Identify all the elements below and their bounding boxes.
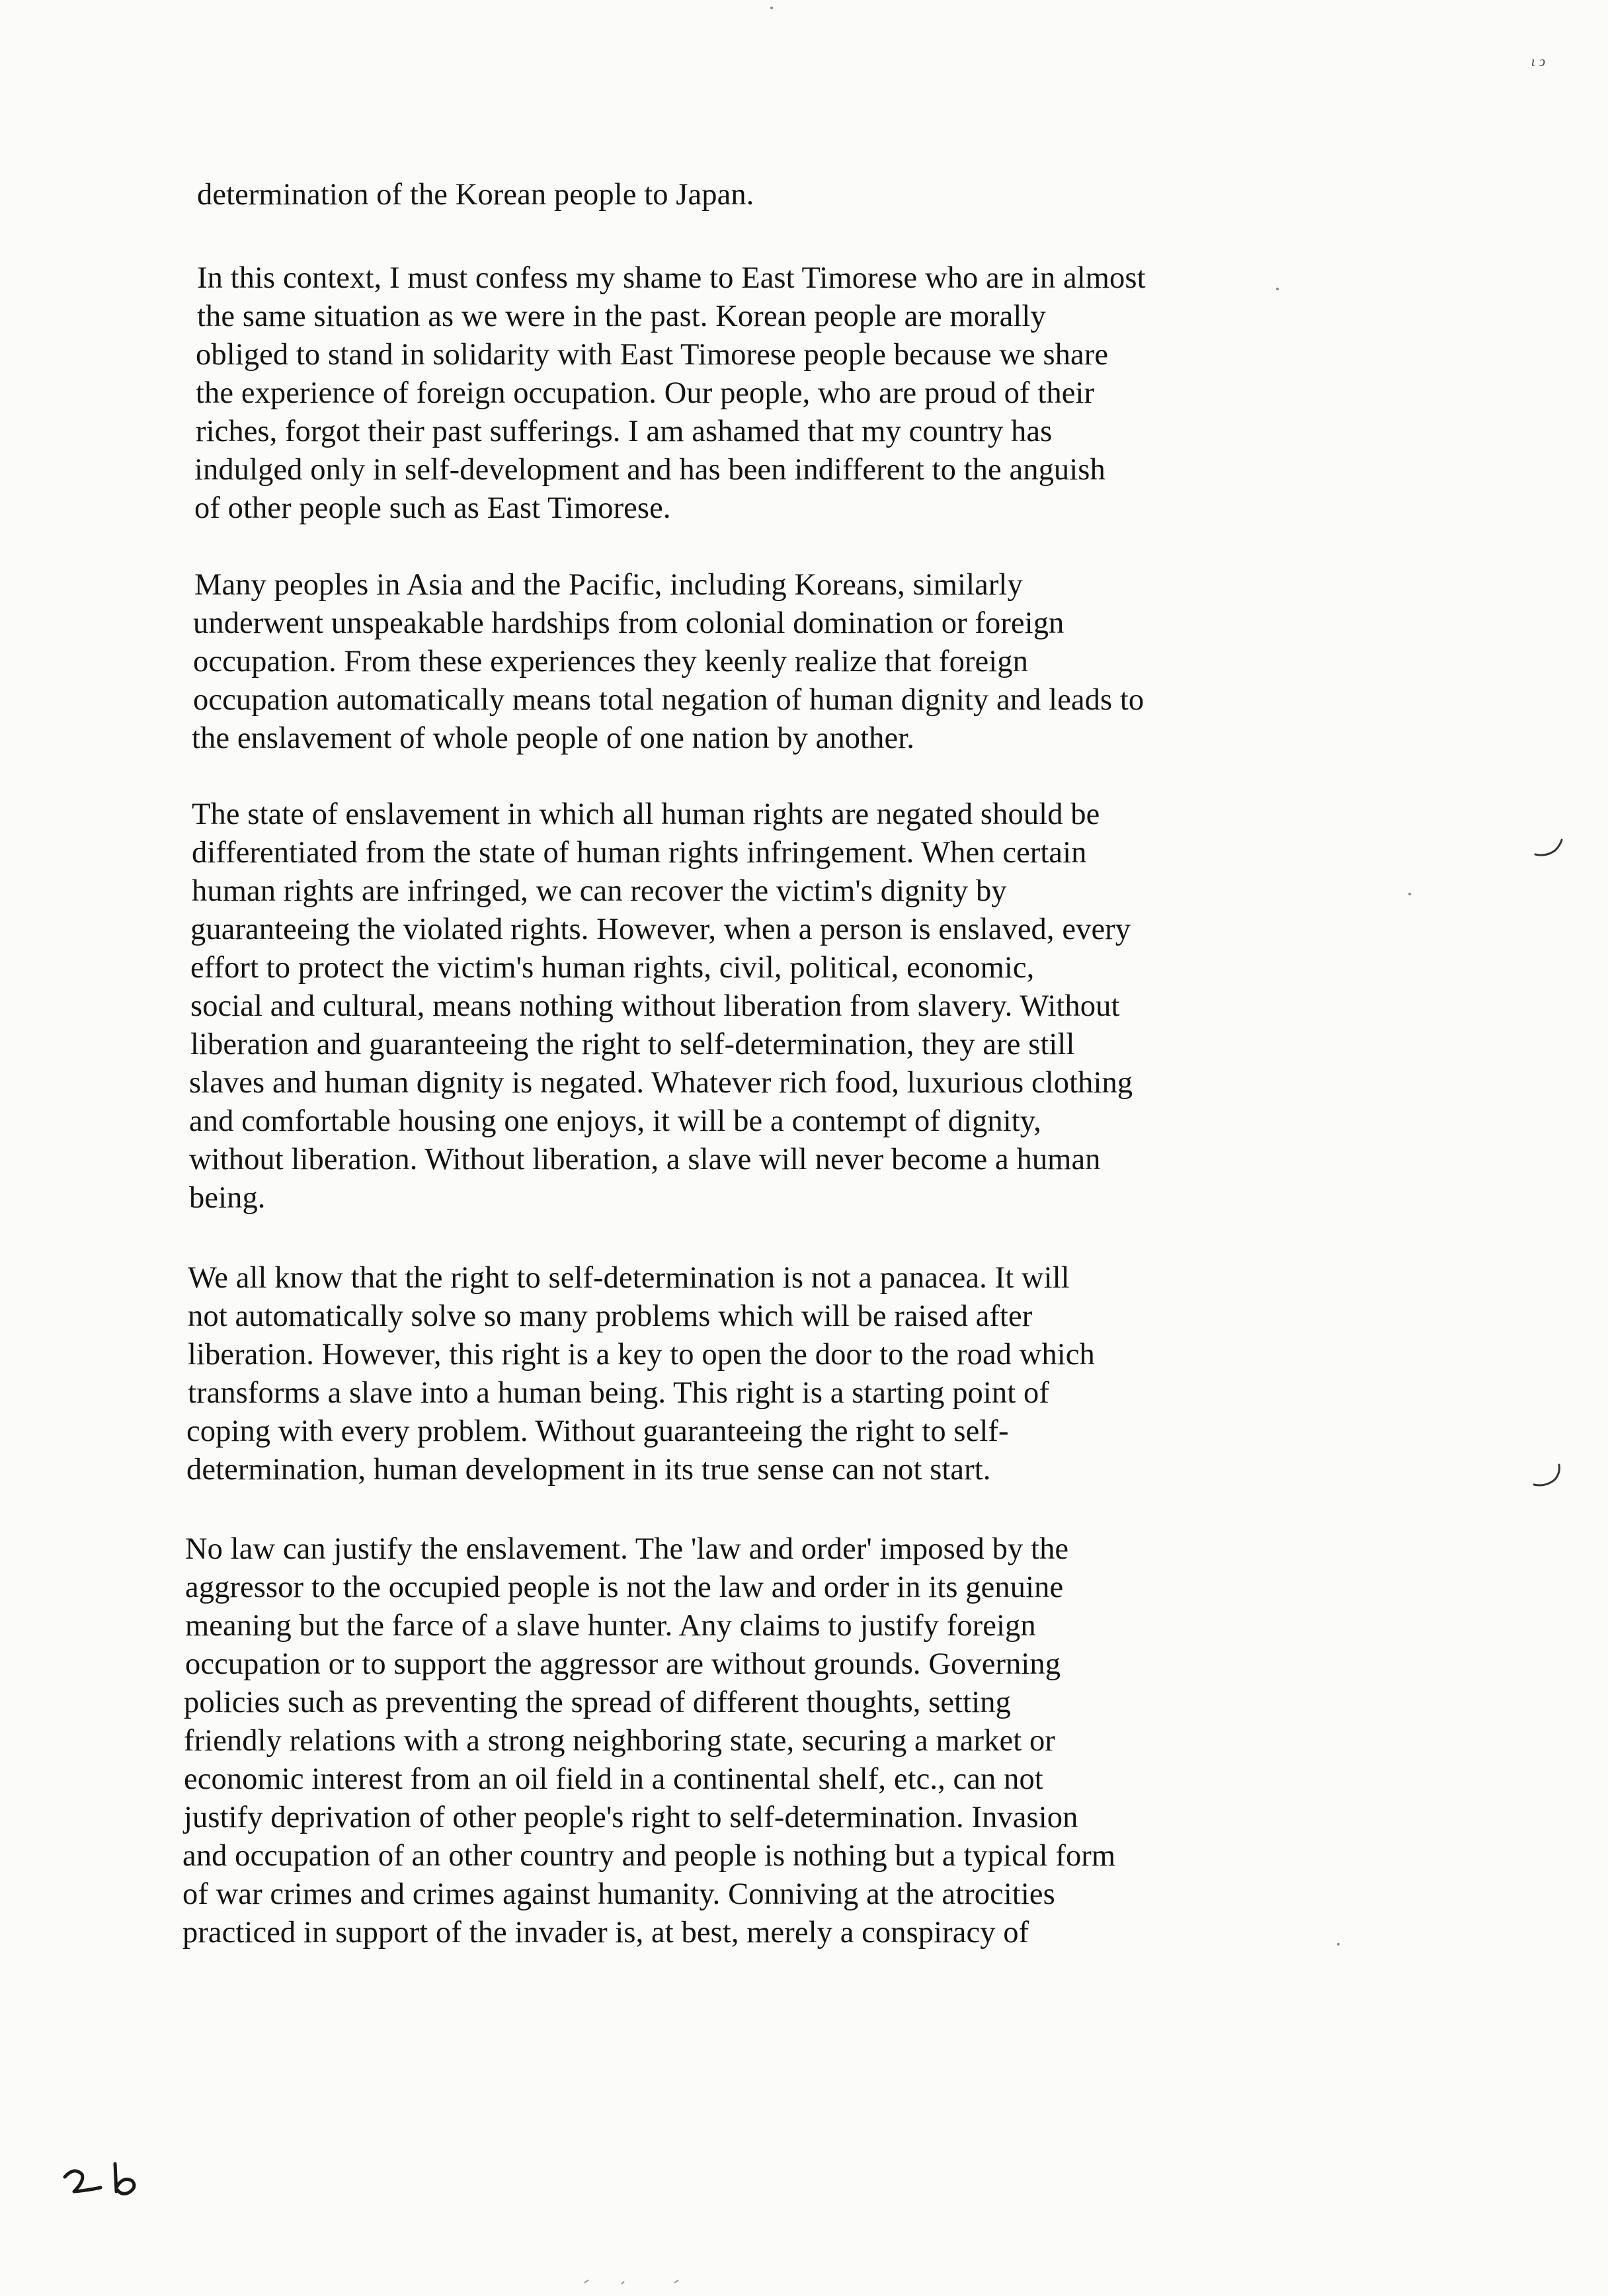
text-line: effort to protect the victim's human rights, civil, political, economic,	[190, 951, 1035, 985]
text-line: of war crimes and crimes against humanity. Conniving at the atrocities	[182, 1877, 1055, 1911]
text-line: The state of enslavement in which all human rights are negated should be	[192, 798, 1100, 831]
text-line: justify deprivation of other people's right to self-determination. Invasion	[184, 1801, 1078, 1834]
corner-mark: ι ↄ	[1531, 53, 1545, 69]
scan-speck	[1276, 288, 1279, 290]
text-line: being.	[189, 1181, 266, 1215]
text-line: riches, forgot their past sufferings. I am ashamed that my country has	[196, 415, 1053, 448]
text-line: economic interest from an oil field in a continental shelf, etc., can not	[184, 1762, 1043, 1796]
text-line: occupation automatically means total negation of human dignity and leads to	[193, 683, 1145, 717]
text-line: human rights are infringed, we can recover the victim's dignity by	[192, 874, 1007, 908]
text-line: aggressor to the occupied people is not the law and order in its genuine	[185, 1571, 1064, 1604]
text-line: indulged only in self-development and has been indifferent to the anguish	[194, 453, 1106, 487]
text-line: In this context, I must confess my shame to East Timorese who are in almost	[197, 261, 1146, 295]
text-line: of other people such as East Timorese.	[194, 491, 671, 525]
text-line: and occupation of an other country and people is nothing but a typical form	[182, 1839, 1116, 1873]
text-line: social and cultural, means nothing without liberation from slavery. Without	[190, 989, 1120, 1023]
handwritten-page-number	[60, 2157, 145, 2203]
text-line: determination of the Korean people to Japan.	[197, 178, 754, 212]
text-line: liberation. However, this right is a key to open the door to the road which	[188, 1338, 1095, 1372]
text-line: obliged to stand in solidarity with East Timorese people because we share	[196, 338, 1109, 372]
scan-mark	[582, 2275, 688, 2288]
text-line: No law can justify the enslavement. The 'law and order' imposed by the	[185, 1532, 1069, 1566]
text-line: without liberation. Without liberation, a slave will never become a human	[189, 1143, 1101, 1176]
text-line: underwent unspeakable hardships from colonial domination or foreign	[193, 606, 1065, 640]
text-line: friendly relations with a strong neighboring state, securing a market or	[184, 1724, 1055, 1758]
text-line: policies such as preventing the spread of different thoughts, setting	[184, 1686, 1011, 1719]
text-line: the same situation as we were in the past. Korean people are morally	[197, 300, 1046, 333]
text-line: slaves and human dignity is negated. Whatever rich food, luxurious clothing	[189, 1066, 1133, 1100]
margin-tick-mark	[1533, 835, 1566, 861]
text-line: transforms a slave into a human being. This right is a starting point of	[188, 1376, 1049, 1410]
text-line: Many peoples in Asia and the Pacific, including Koreans, similarly	[194, 568, 1023, 602]
text-line: and comfortable housing one enjoys, it will be a contempt of dignity,	[189, 1104, 1041, 1138]
scan-speck	[1408, 893, 1411, 895]
text-line: the enslavement of whole people of one nation by another.	[192, 721, 914, 755]
text-line: determination, human development in its true sense can not start.	[186, 1453, 991, 1487]
text-line: occupation or to support the aggressor are without grounds. Governing	[185, 1647, 1061, 1681]
text-line: not automatically solve so many problems which will be raised after	[188, 1299, 1033, 1333]
text-line: guaranteeing the violated rights. However, when a person is enslaved, every	[190, 913, 1131, 946]
text-line: coping with every problem. Without guaranteeing the right to self-	[186, 1414, 1009, 1448]
scan-speck	[1337, 1943, 1340, 1946]
text-line: occupation. From these experiences they keenly realize that foreign	[193, 645, 1028, 678]
text-line: practiced in support of the invader is, at best, merely a conspiracy of	[182, 1916, 1029, 1949]
text-line: liberation and guaranteeing the right to self-determination, they are still	[190, 1028, 1075, 1061]
scan-speck	[770, 7, 773, 9]
text-line: We all know that the right to self-determination is not a panacea. It will	[188, 1261, 1070, 1295]
text-line: differentiated from the state of human rights infringement. When certain	[192, 836, 1087, 870]
text-line: meaning but the farce of a slave hunter. Any claims to justify foreign	[185, 1609, 1036, 1643]
text-line: the experience of foreign occupation. Our people, who are proud of their	[196, 376, 1095, 410]
margin-tick-mark	[1531, 1458, 1564, 1491]
